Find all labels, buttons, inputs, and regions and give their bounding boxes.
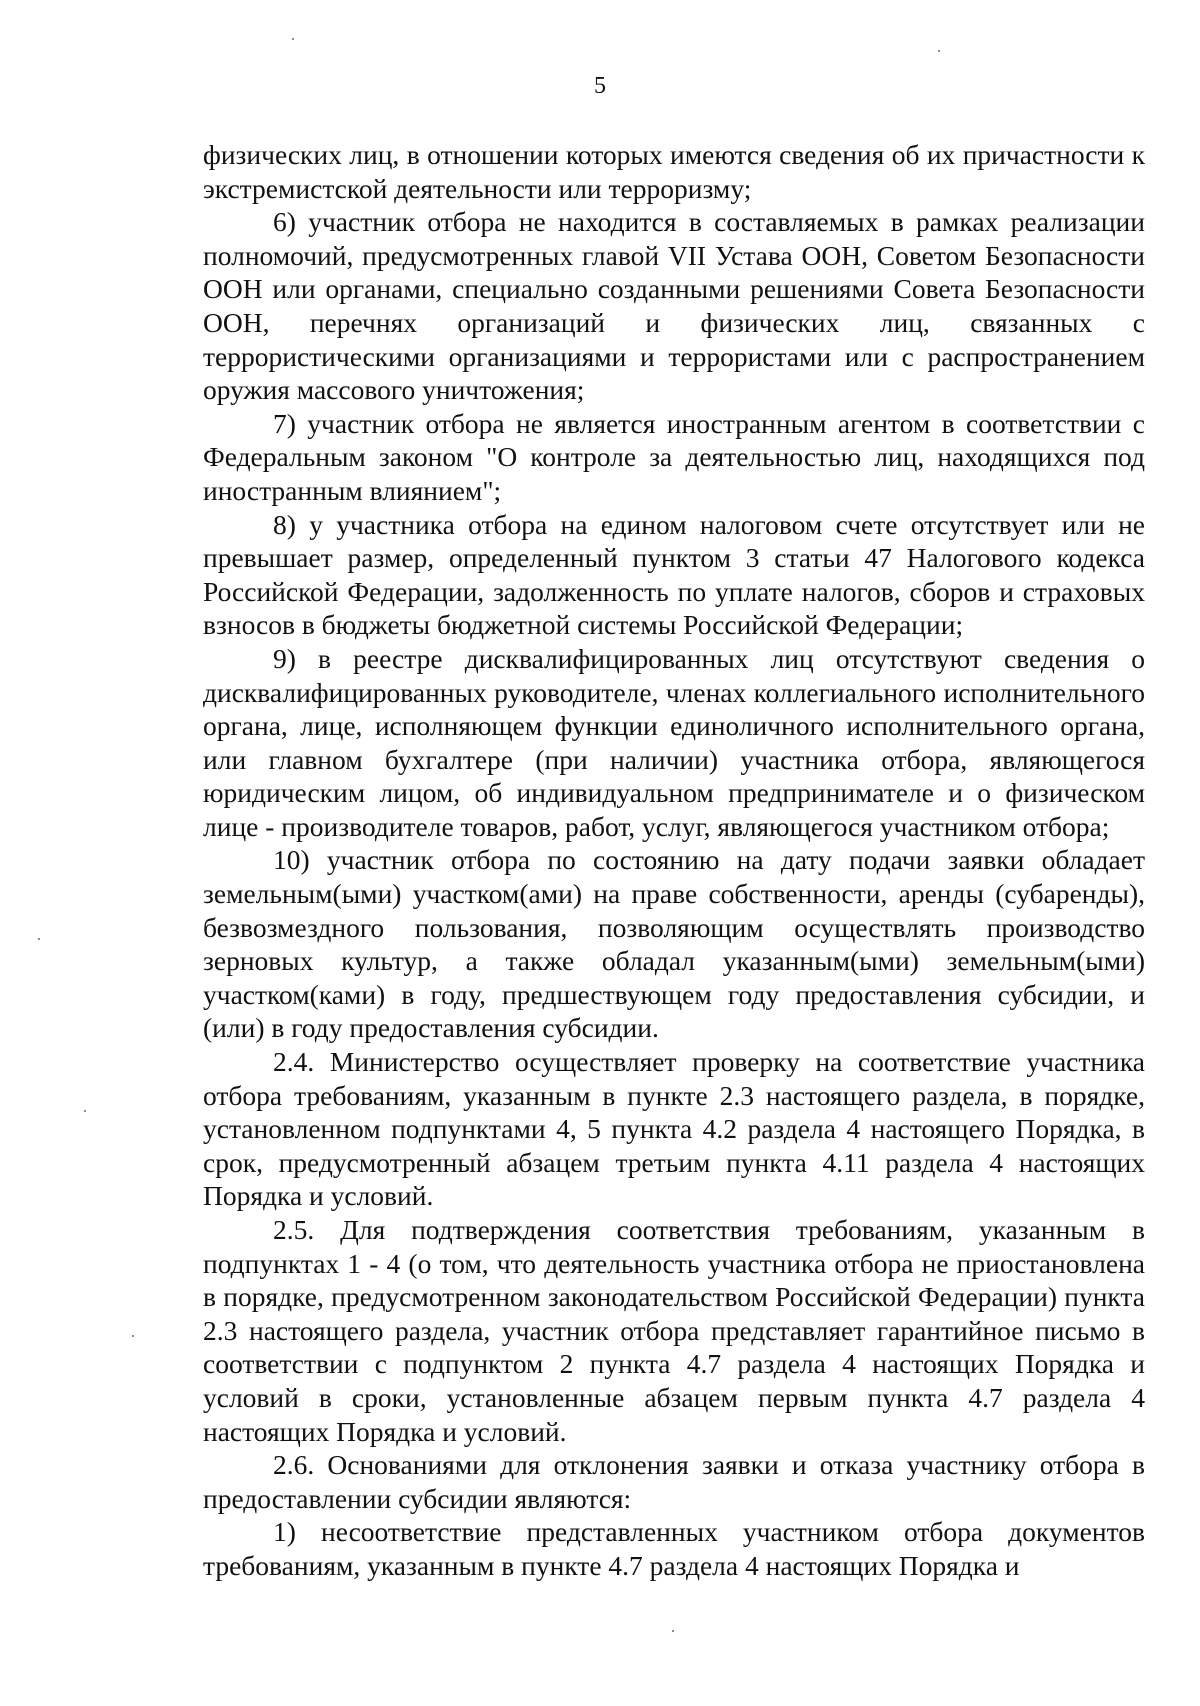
scan-speck: [132, 1335, 134, 1337]
scan-speck: [672, 1630, 674, 1632]
scan-speck: [38, 938, 40, 940]
document-body: [203, 138, 1145, 1583]
paragraph-section-2-4: 2.4. Министерство осуществляет проверку на соответствие участника отбора требованиям, указанным в пункте 2.3 настоящего раздела, в порядке, установленном подпунктами 4, 5 пункта 4.2 раздела 4 настоящего Порядка, в срок, предусмотренный абзацем третьим пункта 4.11 раздела 4 настоящих Порядка и условий.: [203, 1046, 1145, 1212]
scan-speck: [938, 50, 940, 52]
paragraph-continuation: физических лиц, в отношении которых имеются сведения об их причастности к экстремистской деятельности или терроризму;: [203, 139, 1145, 204]
paragraph-item-6: 6) участник отбора не находится в составляемых в рамках реализации полномочий, предусмотренных главой VII Устава ООН, Советом Безопасности ООН или органами, специально созданными решениями Совета Безопасности ООН, перечнях организаций и физических лиц, связанных с террористическими организациями и террористами или с распространением оружия массового уничтожения;: [203, 206, 1145, 406]
paragraph-item-8: 8) у участника отбора на едином налоговом счете отсутствует или не превышает размер, определенный пунктом 3 статьи 47 Налогового кодекса Российской Федерации, задолженность по уплате налогов, сборов и страховых взносов в бюджеты бюджетной системы Российской Федерации;: [203, 508, 1145, 641]
paragraph-item-1: 1) несоответствие представленных участником отбора документов требованиям, указанным в пункте 4.7 раздела 4 настоящих Порядка и: [203, 1516, 1145, 1581]
paragraph-item-9: 9) в реестре дисквалифицированных лиц отсутствуют сведения о дисквалифицированных руководителе, членах коллегиального исполнительного органа, лице, исполняющем функции единоличного исполнительного органа, или главном бухгалтере (при наличии) участника отбора, являющегося юридическим лицом, об индивидуальном предпринимателе и о физическом лице - производителе товаров, работ, услуг, являющегося участником отбора;: [203, 642, 1145, 842]
paragraph-section-2-5: 2.5. Для подтверждения соответствия требованиям, указанным в подпунктах 1 - 4 (о том, что деятельность участника отбора не приостановлена в порядке, предусмотренном законодательством Российской Федерации) пункта 2.3 настоящего раздела, участник отбора представляет гарантийное письмо в соответствии с подпунктом 2 пункта 4.7 раздела 4 настоящих Порядка и условий в сроки, установленные абзацем первым пункта 4.7 раздела 4 настоящих Порядка и условий.: [203, 1214, 1145, 1447]
paragraph-section-2-6: 2.6. Основаниями для отклонения заявки и отказа участнику отбора в предоставлении субсидии являются:: [203, 1449, 1145, 1514]
paragraph-item-7: 7) участник отбора не является иностранным агентом в соответствии с Федеральным законом "О контроле за деятельностью лиц, находящихся под иностранным влиянием";: [203, 407, 1145, 506]
scan-speck: [84, 1110, 86, 1112]
scan-speck: [292, 38, 294, 40]
page-number: 5: [594, 73, 606, 99]
paragraph-item-10: 10) участник отбора по состоянию на дату подачи заявки обладает земельным(ыми) участком(ами) на праве собственности, аренды (субаренды), безвозмездного пользования, позволяющим осуществлять производство зерновых культур, а также обладал указанным(ыми) земельным(ыми) участком(ками) в году, предшествующем году предоставления субсидии, и (или) в году предоставления субсидии.: [203, 844, 1145, 1044]
